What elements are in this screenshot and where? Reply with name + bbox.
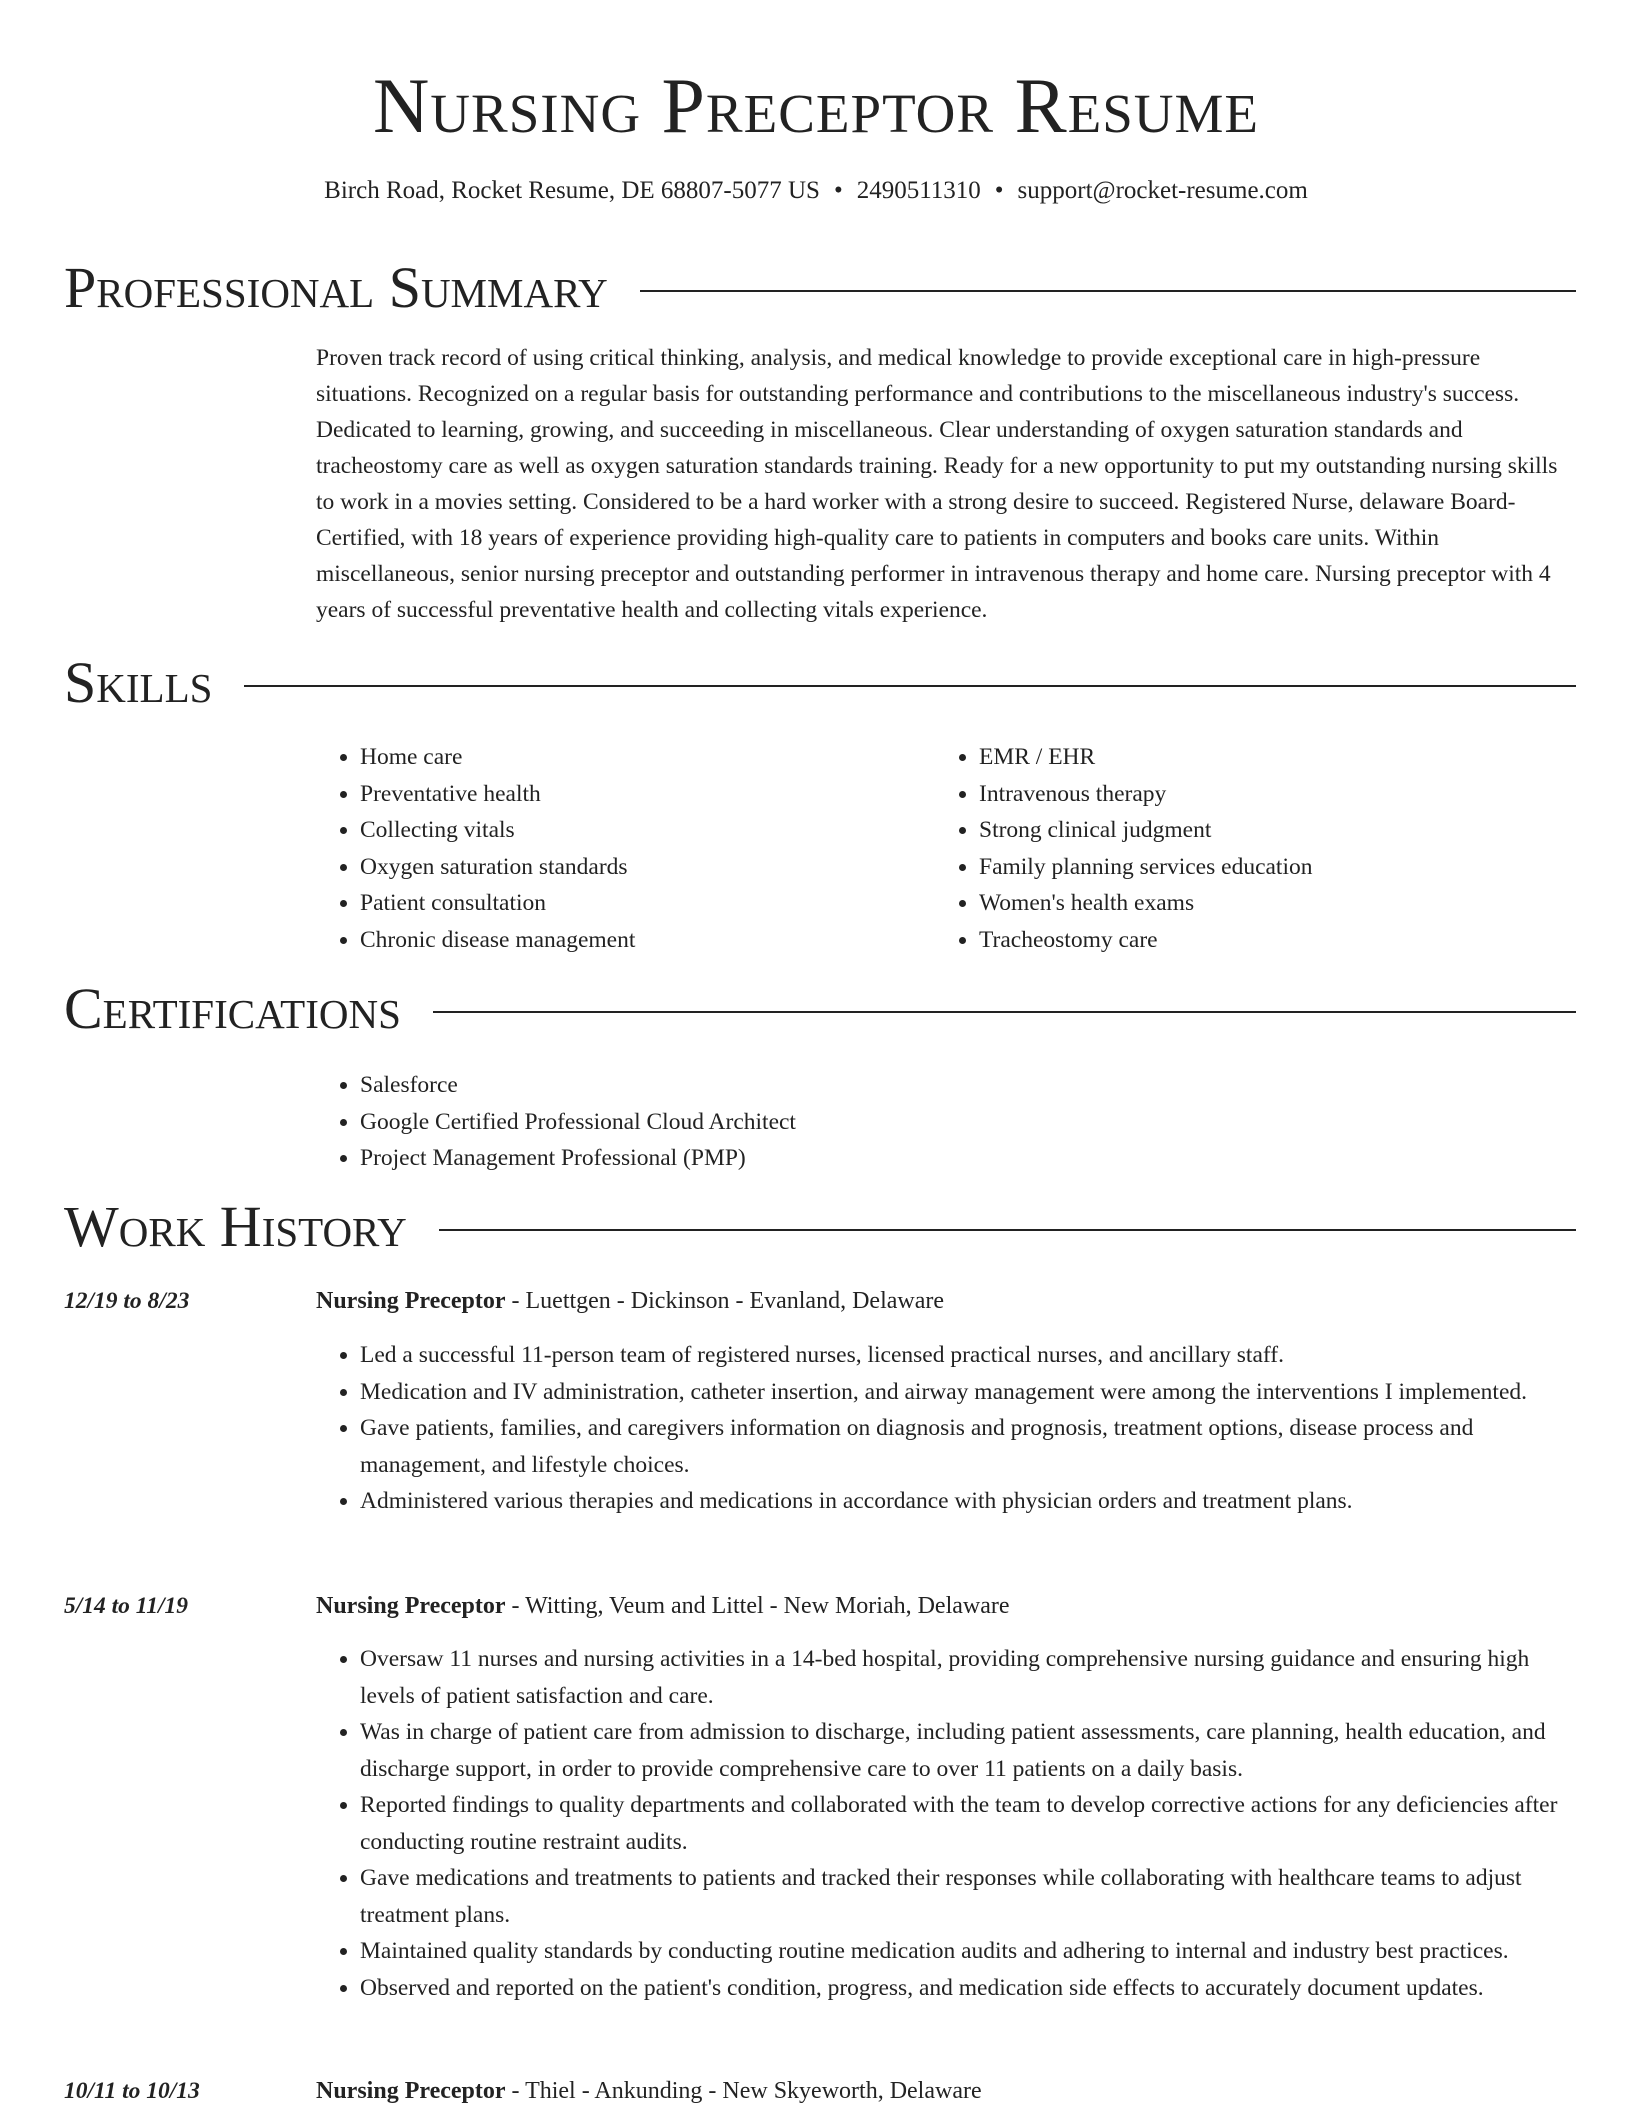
skill-item: • Family planning services education [979, 849, 1575, 886]
skills-column-right [935, 739, 1575, 958]
section-header-skills [64, 648, 1576, 718]
skill-item: • Patient consultation [360, 885, 896, 922]
job-bullet: • Oversaw 11 nurses and nursing activities in a 14-bed hospital, providing comprehensive nursing guidance and ensuring high levels of patient satisfaction and care. [360, 1641, 1578, 1714]
contact-address: Birch Road, Rocket Resume, DE 68807-5077 US [324, 177, 820, 204]
section-title: Skills [64, 650, 213, 715]
job-bullet: • Gave patients, families, and caregivers information on diagnosis and prognosis, treatment options, disease process and management, and lifestyle choices. [360, 1410, 1578, 1483]
skill-item: • Oxygen saturation standards [360, 849, 896, 886]
job-title: Nursing Preceptor [316, 1593, 506, 1619]
job-dates: 10/11 to 10/13 [64, 2078, 200, 2104]
skill-item: • Chronic disease management [360, 922, 896, 959]
job-title: Nursing Preceptor [316, 2078, 506, 2104]
section-divider [640, 290, 1576, 292]
skill-item: • Collecting vitals [360, 812, 896, 849]
contact-email[interactable]: support@rocket-resume.com [1017, 177, 1308, 204]
job-heading [316, 1588, 1578, 1624]
skill-item: • Tracheostomy care [979, 922, 1575, 959]
contact-line [0, 174, 1632, 208]
section-header-summary [64, 253, 1576, 323]
job-employer-location: - Thiel - Ankunding - New Skyeworth, Delaware [505, 2078, 982, 2104]
skill-item: • EMR / EHR [979, 739, 1575, 776]
skill-item: • Strong clinical judgment [979, 812, 1575, 849]
section-title: Work History [64, 1194, 407, 1259]
separator-dot: • [833, 177, 843, 204]
job-employer-location: - Witting, Veum and Littel - New Moriah, Delaware [505, 1593, 1010, 1619]
skill-item: • Intravenous therapy [979, 776, 1575, 813]
job-bullets [316, 1641, 1578, 2006]
job-heading [316, 1283, 1578, 1319]
section-divider [433, 1011, 1576, 1013]
job-heading [316, 2073, 1578, 2109]
section-header-work-history [64, 1192, 1576, 1262]
job-bullet: • Gave medications and treatments to patients and tracked their responses while collaborating with healthcare teams to adjust treatment plans. [360, 1860, 1578, 1933]
job-bullet: • Medication and IV administration, catheter insertion, and airway management were among the interventions I implemented. [360, 1374, 1578, 1411]
certification-item: • Salesforce [360, 1067, 1216, 1104]
job-bullet: • Reported findings to quality departments and collaborated with the team to develop corrective actions for any deficiencies after conducting routine restraint audits. [360, 1787, 1578, 1860]
certification-item: • Google Certified Professional Cloud Architect [360, 1104, 1216, 1141]
job-bullets [316, 1337, 1578, 1520]
job-bullet: • Observed and reported on the patient's condition, progress, and medication side effects to accurately document updates. [360, 1970, 1578, 2007]
skills-column-left [316, 739, 896, 958]
section-header-certifications [64, 974, 1576, 1044]
job-title: Nursing Preceptor [316, 1288, 506, 1314]
section-divider [244, 685, 1576, 687]
section-title: Certifications [64, 976, 401, 1041]
separator-dot: • [994, 177, 1004, 204]
skill-item: • Women's health exams [979, 885, 1575, 922]
job-bullet: • Was in charge of patient care from admission to discharge, including patient assessments, care planning, health education, and discharge support, in order to provide comprehensive care to over 11 patients on a daily basis. [360, 1714, 1578, 1787]
skill-item: • Home care [360, 739, 896, 776]
section-title: Professional Summary [64, 255, 608, 320]
job-employer-location: - Luettgen - Dickinson - Evanland, Delaware [505, 1288, 945, 1314]
section-divider [439, 1229, 1576, 1231]
job-bullet: • Administered various therapies and medications in accordance with physician orders and treatment plans. [360, 1483, 1578, 1520]
job-bullet: • Maintained quality standards by conducting routine medication audits and adhering to internal and industry best practices. [360, 1933, 1578, 1970]
summary-text: Proven track record of using critical thinking, analysis, and medical knowledge to provide exceptional care in high-pressure situations. Recognized on a regular basis for outstanding performance and contributions to the miscellaneous industry's success. Dedicated to learning, growing, and succeeding in miscellaneous. Clear understanding of oxygen saturation standards and tracheostomy care as well as oxygen saturation standards training. Ready for a new opportunity to put my outstanding nursing skills to work in a movies setting. Considered to be a hard worker with a strong desire to succeed. Registered Nurse, delaware Board-Certified, with 18 years of experience providing high-quality care to patients in computers and books care units. Within miscellaneous, senior nursing preceptor and outstanding performer in intravenous therapy and home care. Nursing preceptor with 4 years of successful preventative health and collecting vitals experience. [316, 345, 1558, 623]
job-dates: 5/14 to 11/19 [64, 1593, 189, 1619]
certifications-list [316, 1067, 1216, 1177]
job-dates: 12/19 to 8/23 [64, 1288, 190, 1314]
contact-phone[interactable]: 2490511310 [856, 177, 981, 204]
resume-title: Nursing Preceptor Resume [372, 62, 1260, 149]
certification-item: • Project Management Professional (PMP) [360, 1140, 1216, 1177]
skill-item: • Preventative health [360, 776, 896, 813]
job-bullet: • Led a successful 11-person team of registered nurses, licensed practical nurses, and ancillary staff. [360, 1337, 1578, 1374]
